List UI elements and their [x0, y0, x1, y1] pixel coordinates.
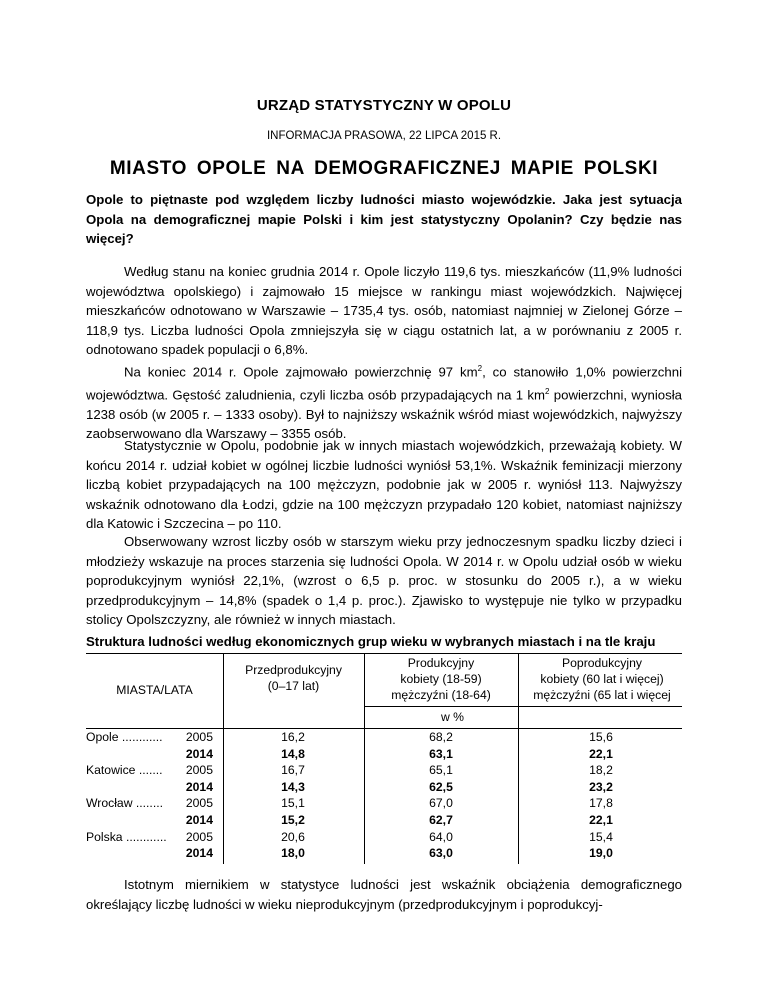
press-info: INFORMACJA PRASOWA, 22 LIPCA 2015 R. [266, 130, 502, 142]
table-cell-preproductive: 16,7 [281, 763, 305, 778]
table-row-city: Opole ............ [86, 730, 163, 744]
document-title: MIASTO OPOLE NA DEMOGRAFICZNEJ MAPIE POLSKI [109, 158, 659, 179]
table-row-year: 2014 [185, 746, 213, 761]
table-cell-productive: 62,5 [429, 779, 453, 794]
table-row-city: Wrocław ........ [86, 796, 163, 811]
table-top-rule [86, 653, 682, 654]
table-cell-postproductive: 22,1 [589, 813, 613, 827]
paragraph-area-part1: Na koniec 2014 r. Opole zajmowało powierzchnię 97 km [124, 364, 478, 380]
paragraph-area-part2: , co stanowiło 1,0% powierzchni województwa. Gęstość zaludnienia, czyli liczba osób przypadających na 1 km [86, 364, 682, 403]
table-row-year: 2005 [185, 730, 213, 744]
paragraph-dependency: Istotnym miernikiem w statystyce ludności jest wskaźnik obciążenia demograficznego określający liczbę ludności w wieku nieprodukcyjnym (przedprodukcyjnym i poprodukcyj- [86, 877, 682, 912]
table-cell-preproductive: 15,1 [281, 796, 305, 811]
paragraph-aging: Obserwowany wzrost liczby osób w starszym wieku przy jednoczesnym spadku liczby dzieci i młodzieży wskazuje na proces starzenia się ludności Opola. W 2014 r. w Opolu udział osób w wieku poprodukcyjnym wyniósł 22,1%, (wzrost o 6,5 p. proc. w stosunku do 2005 r.), a w wieku przedprodukcyjnym – 14,8% (spadek o 1,4 p. proc.). Zjawisko to występuje nie tylko w przypadku stolicy Opolszczyzny, ale również w innych miastach. [86, 534, 682, 627]
header-productive [364, 655, 518, 703]
table-cell-preproductive: 20,6 [281, 829, 305, 844]
table-header-rule [86, 728, 682, 729]
table-row-year: 2005 [185, 829, 213, 844]
header-postproductive [518, 655, 686, 703]
paragraph-population: Według stanu na koniec grudnia 2014 r. Opole liczyło 119,6 tys. mieszkańców (11,9% ludności województwa opolskiego) i zajmowało 15 miejsce w rankingu miast wojewódzkich. Najwięcej mieszkańców odnotowano w Warszawie – 1735,4 tys. osób, natomiast najmniej w Zielonej Górze – 118,9 tys. Liczba ludności Opola zmniejszyła się w ciągu ostatnich lat, a w porównaniu z 2005 r. odnotowano spadek populacji o 6,8%. [86, 264, 682, 357]
header-prod-line2: kobiety (18-59) [400, 672, 482, 686]
table-row-year: 2014 [185, 779, 213, 794]
header-pre-line1: Przedprodukcyjny [245, 663, 342, 677]
table-cell-productive: 64,0 [429, 829, 453, 844]
table-row-year: 2014 [185, 846, 213, 861]
table-cell-productive: 63,0 [429, 846, 453, 861]
table-cell-productive: 63,1 [429, 746, 453, 761]
header-pre-line2: (0–17 lat) [267, 679, 320, 693]
table-cell-postproductive: 15,6 [589, 730, 613, 744]
paragraph-area-part3: powierzchni, wyniosła 1238 osób (w 2005 r. – 1333 osoby). Był to najniższy wskaźnik wśród miast wojewódzkich, najwyższy zaobserwowano dla Warszawy – 3355 osób. [86, 387, 683, 442]
table-cell-preproductive: 18,0 [281, 846, 305, 861]
paragraph-area [86, 359, 682, 444]
table-row-year: 2005 [185, 763, 213, 778]
table-cell-postproductive: 19,0 [589, 846, 613, 861]
table-cell-postproductive: 15,4 [589, 829, 613, 844]
table-row-year: 2014 [185, 813, 213, 827]
table-cell-postproductive: 17,8 [589, 796, 613, 811]
table-cell-productive: 68,2 [429, 730, 453, 744]
header-post-line2: kobiety (60 lat i więcej) [540, 672, 664, 686]
table-cell-preproductive: 14,3 [281, 779, 305, 794]
table-row-year: 2005 [185, 796, 213, 811]
table-cell-postproductive: 18,2 [589, 763, 613, 778]
lead-paragraph: Opole to piętnaste pod względem liczby ludności miasto wojewódzkie. Jaka jest sytuacja Opola na demograficznej mapie Polski i kim jest statystyczny Opolanin? Czy będzie nas więcej? [86, 192, 682, 246]
superscript: 2 [477, 364, 483, 373]
paragraph-feminization: Statystycznie w Opolu, podobnie jak w innych miastach wojewódzkich, przeważają kobiety. W końcu 2014 r. udział kobiet w ogólnej liczbie ludności wyniósł 53,1%. Wskaźnik feminizacji mierzony liczbą kobiet przypadających na 100 mężczyzn, podobnie jak w 2005 r. wyniósł 113. Najwyższy wskaźnik odnotowano dla Łodzi, gdzie na 100 mężczyzn przypadało 120 kobiet, natomiast najniższy dla Katowic i Szczecina – po 110. [86, 438, 682, 531]
table-cell-preproductive: 16,2 [281, 730, 305, 744]
table-unit: w % [440, 710, 465, 724]
table-cell-preproductive: 14,8 [281, 746, 305, 761]
superscript: 2 [545, 386, 550, 396]
table-row-city: Polska ............ [86, 829, 167, 844]
table-cell-preproductive: 15,2 [281, 813, 305, 827]
table-cell-postproductive: 22,1 [589, 746, 613, 761]
table-cell-productive: 67,0 [429, 796, 453, 811]
office-name: URZĄD STATYSTYCZNY W OPOLU [256, 97, 512, 114]
table-cell-productive: 65,1 [429, 763, 453, 778]
table-row-city: Katowice ....... [86, 763, 163, 778]
table-title: Struktura ludności według ekonomicznych grup wieku w wybranych miastach i na tle kraju [86, 634, 656, 649]
header-post-line1: Poprodukcyjny [562, 656, 642, 670]
header-post-line3: mężczyźni (65 lat i więcej [533, 688, 671, 702]
header-prod-line1: Produkcyjny [407, 656, 475, 670]
header-cities: MIASTA/LATA [116, 683, 193, 697]
header-preproductive [223, 662, 364, 694]
table-cell-productive: 62,7 [429, 813, 453, 827]
table-cell-postproductive: 23,2 [589, 779, 613, 794]
table-unit-rule [364, 706, 682, 707]
header-prod-line3: mężczyźni (18-64) [391, 688, 491, 702]
